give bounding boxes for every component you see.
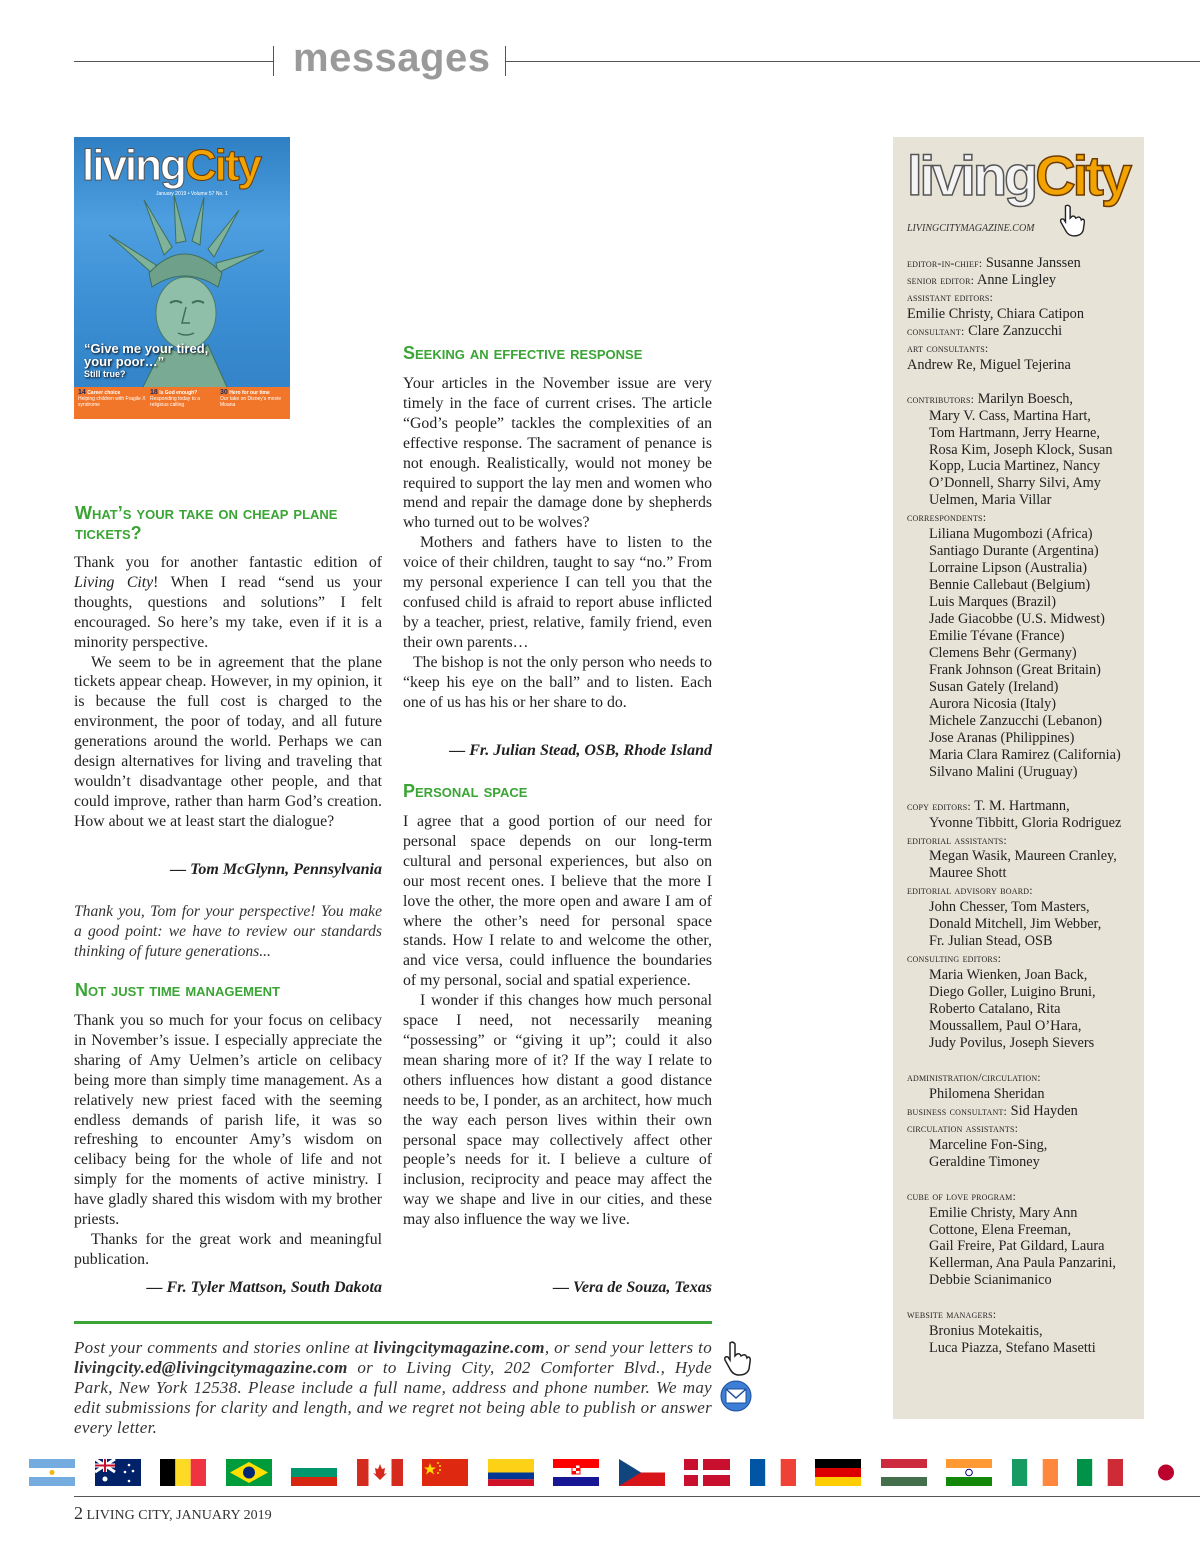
- cover-item: 14 Career choice Helping children with Fragile X syndrome: [78, 389, 146, 408]
- france-flag-icon: [750, 1459, 796, 1486]
- masthead-line: [907, 1120, 1142, 1137]
- masthead-role: assistant editors:: [907, 289, 994, 304]
- masthead-names: Liliana Mugombozi (Africa): [929, 526, 1093, 543]
- masthead-names: Lorraine Lipson (Australia): [929, 560, 1088, 577]
- masthead-line: [907, 832, 1142, 849]
- masthead-names: Bronius Motekaitis,: [929, 1323, 1043, 1340]
- masthead-line: [907, 967, 1142, 984]
- letter-cheap-tickets: Thank you for another fantastic edition of Living City! When I read “send us your thoughts, questions and solutions” I felt encouraged. So here’s my take, even if it is a minority perspective. We seem to be in agreement that the plane tickets appear cheap. However, in my opinion, it is because the full cost is charged to the environment, the poor of today, and all future generations around the world. Perhaps we can design alternatives for living and traveling that wouldn’t disadvantage other people, and that could improve, rather than harm God’s creation. How about we at least start the dialogue?: [74, 554, 382, 830]
- green-divider: [74, 1321, 712, 1324]
- masthead-line: [907, 645, 1142, 662]
- website-link[interactable]: livingcitymagazine.com: [373, 1338, 545, 1357]
- masthead-line: [907, 899, 1142, 916]
- email-icon[interactable]: [718, 1380, 754, 1412]
- masthead-line: [907, 306, 1142, 323]
- masthead-role: copy editors:: [907, 798, 971, 813]
- page-number: 2: [74, 1503, 83, 1523]
- india-flag-icon: [946, 1459, 992, 1486]
- masthead-line: [907, 764, 1142, 781]
- header-tick-left: [273, 46, 274, 76]
- signature-tom-mcglynn: — Tom McGlynn, Pennsylvania: [170, 861, 382, 878]
- masthead-spacer: [907, 1289, 1142, 1306]
- masthead-line: [907, 1188, 1142, 1205]
- cover-tagline: “Give me your tired, your poor…” Still true?: [84, 341, 209, 379]
- masthead-line: [907, 611, 1142, 628]
- magazine-cover[interactable]: [74, 137, 290, 419]
- masthead-spacer: [907, 1171, 1142, 1188]
- heading-effective-response: Seeking an effective response: [403, 343, 643, 363]
- masthead-spacer: [907, 781, 1142, 798]
- masthead-line: [907, 1086, 1142, 1103]
- masthead-role: editorial assistants:: [907, 832, 1007, 847]
- masthead-names: Judy Povilus, Joseph Sievers: [929, 1034, 1095, 1051]
- submission-note: Post your comments and stories online at livingcitymagazine.com, or send your letters to livingcity.ed@livingcitymagazine.com or to Living City, 202 Comforter Blvd., Hyde Park, New York 12538. Please include a full name, address and phone number. We may edit submissions for clarity and length, and we regret not being able to publish or answer every letter.: [74, 1338, 712, 1437]
- belgium-flag-icon: [160, 1459, 206, 1486]
- masthead-names: Marilyn Boesch,: [974, 390, 1074, 407]
- germany-flag-icon: [815, 1459, 861, 1486]
- masthead-line: [907, 882, 1142, 899]
- masthead-role: contributors:: [907, 391, 975, 406]
- masthead-names: Clare Zanzucchi: [964, 322, 1063, 339]
- masthead-role: administration/circulation:: [907, 1069, 1041, 1084]
- masthead-names: Maria Clara Ramirez (California): [929, 746, 1121, 763]
- masthead-spacer: [907, 1052, 1142, 1069]
- masthead-line: [907, 255, 1142, 272]
- masthead-names: John Chesser, Tom Masters,: [929, 899, 1090, 916]
- masthead-names: Yvonne Tibbitt, Gloria Rodriguez: [929, 814, 1122, 831]
- masthead-names: Sid Hayden: [1007, 1102, 1078, 1119]
- letter-effective-response: Your articles in the November issue are very timely in the face of current crises. The article “God’s people” tackles the complexities of an effective response. The sacrament of penance is not enough. Realistically, would not money be required to support the lay men and women who mend and repair the damage done by shepherds who turned out to be wolves? Mothers and fathers have to listen to the voice of their children, taught to say “no.” From my personal experience I can tell you that the confused child is afraid to report abuse inflicted by a teacher, priest, relative, family friend, even their own parents… The bishop is not the only person who needs to “keep his eye on the ball” and to listen. Each one of us has his or her share to do.: [403, 375, 712, 711]
- masthead-line: [907, 408, 1142, 425]
- heading-personal-space: Personal space: [403, 781, 528, 801]
- masthead-line: [907, 848, 1142, 865]
- ireland-flag-icon: [1012, 1459, 1058, 1486]
- header-rule-right: [505, 61, 1200, 62]
- masthead-names: Emilie Tévane (France): [929, 628, 1065, 645]
- masthead-line: [907, 1103, 1142, 1120]
- masthead-line: [907, 1154, 1142, 1171]
- masthead-line: [907, 289, 1142, 306]
- masthead-line: [907, 594, 1142, 611]
- masthead-line: [907, 916, 1142, 933]
- masthead-logo: livingCity: [907, 144, 1130, 207]
- masthead-names: Rosa Kim, Joseph Klock, Susan: [929, 441, 1113, 458]
- masthead-spacer: [907, 374, 1142, 391]
- masthead-line: [907, 1323, 1142, 1340]
- masthead-line: [907, 696, 1142, 713]
- japan-flag-icon: [1143, 1459, 1189, 1486]
- masthead-names: Mary V. Cass, Martina Hart,: [929, 407, 1091, 424]
- masthead-line: [907, 560, 1142, 577]
- page-footer: [74, 1503, 272, 1524]
- masthead-line: [907, 357, 1142, 374]
- editor-reply: Thank you, Tom for your perspective! You make a good point: we have to review our standards thinking of future generations...: [74, 903, 382, 960]
- masthead-line: [907, 1205, 1142, 1222]
- cover-contents-strip: [74, 387, 290, 419]
- masthead-names: Susanne Janssen: [982, 255, 1081, 271]
- masthead-names: Marceline Fon-Sing,: [929, 1136, 1048, 1153]
- masthead-line: [907, 950, 1142, 967]
- colombia-flag-icon: [488, 1459, 534, 1486]
- masthead-line: [907, 272, 1142, 289]
- masthead-role: consultant:: [907, 323, 965, 338]
- masthead-names: Silvano Malini (Uruguay): [929, 763, 1078, 780]
- czech-republic-flag-icon: [619, 1459, 665, 1486]
- masthead-names: Donald Mitchell, Jim Webber,: [929, 916, 1102, 933]
- masthead-role: circulation assistants:: [907, 1120, 1019, 1135]
- masthead-role: website managers:: [907, 1307, 997, 1322]
- masthead-line: [907, 798, 1142, 815]
- masthead-role: business consultant:: [907, 1103, 1008, 1118]
- cover-date-line: January 2019 • Volume 57 No. 1: [156, 191, 228, 197]
- masthead-names: Roberto Catalano, Rita: [929, 1001, 1061, 1018]
- masthead-names: Debbie Scianimanico: [929, 1272, 1052, 1289]
- masthead-role: senior editor:: [907, 272, 975, 287]
- masthead-names: Emilie Christy, Mary Ann: [929, 1204, 1078, 1221]
- masthead-line: [907, 1137, 1142, 1154]
- statue-of-liberty-image: [104, 195, 264, 419]
- cover-item: 18 Is God enough? Responding today to a religious calling: [150, 389, 201, 408]
- masthead-names: Moussallem, Paul O’Hara,: [929, 1017, 1082, 1034]
- masthead-names: Uelmen, Maria Villar: [929, 492, 1052, 509]
- masthead-names: Luis Marques (Brazil): [929, 594, 1057, 611]
- masthead-names: Fr. Julian Stead, OSB: [929, 933, 1053, 950]
- masthead-names: Jade Giacobbe (U.S. Midwest): [929, 611, 1105, 628]
- masthead-role: cube of love program:: [907, 1188, 1016, 1203]
- letter-time-management: Thank you so much for your focus on celibacy in November’s issue. I especially appreciate the sharing of Amy Uelmen’s article on celibacy being more than simply time management. As a relatively new priest faced with the seeming endless demands of parish life, it was so refreshing to encounter Amy’s wisdom on celibacy being for the whole of life and not simply for the moments of active ministry. I have gladly shared this wisdom with my brother priests. Thanks for the great work and meaningful publication.: [74, 1012, 382, 1268]
- masthead-line: [907, 713, 1142, 730]
- email-link[interactable]: livingcity.ed@livingcitymagazine.com: [74, 1358, 348, 1377]
- masthead-line: [907, 1035, 1142, 1052]
- masthead-role: editor-in-chief:: [907, 256, 983, 270]
- masthead-role: editorial advisory board:: [907, 883, 1033, 898]
- masthead-list: [907, 255, 1142, 1357]
- masthead-line: [907, 391, 1142, 408]
- masthead-line: [907, 662, 1142, 679]
- masthead-names: Michele Zanzucchi (Lebanon): [929, 712, 1103, 729]
- masthead-line: [907, 1222, 1142, 1239]
- masthead-line: [907, 747, 1142, 764]
- masthead-role: art consultants:: [907, 340, 989, 355]
- masthead-names: Diego Goller, Luigino Bruni,: [929, 984, 1096, 1001]
- argentina-flag-icon: [29, 1459, 75, 1486]
- masthead-line: [907, 628, 1142, 645]
- masthead-line: [907, 577, 1142, 594]
- heading-cheap-tickets: What’s your take on cheap plane tickets?: [75, 503, 338, 543]
- masthead-names: Luca Piazza, Stefano Masetti: [929, 1340, 1096, 1357]
- masthead-line: [907, 1272, 1142, 1289]
- masthead-names: Tom Hartmann, Jerry Hearne,: [929, 424, 1100, 441]
- signature-tyler-mattson: — Fr. Tyler Mattson, South Dakota: [146, 1279, 382, 1296]
- masthead-names: Andrew Re, Miguel Tejerina: [907, 356, 1071, 373]
- masthead-names: Cottone, Elena Freeman,: [929, 1221, 1072, 1238]
- header-rule-left: [74, 61, 273, 62]
- masthead-names: Gail Freire, Pat Gildard, Laura: [929, 1238, 1105, 1255]
- masthead-names: Emilie Christy, Chiara Catipon: [907, 305, 1084, 322]
- masthead-names: Aurora Nicosia (Italy): [929, 695, 1057, 712]
- brazil-flag-icon: [226, 1459, 272, 1486]
- masthead-names: Bennie Callebaut (Belgium): [929, 577, 1091, 594]
- masthead-line: [907, 458, 1142, 475]
- pointer-hand-icon[interactable]: [1058, 201, 1086, 241]
- masthead-sidebar: [893, 137, 1144, 1419]
- canada-flag-icon: [357, 1459, 403, 1486]
- section-title: messages: [293, 36, 491, 80]
- cover-logo: livingCity: [82, 141, 261, 190]
- masthead-line: [907, 509, 1142, 526]
- bulgaria-flag-icon: [291, 1459, 337, 1486]
- masthead-line: [907, 425, 1142, 442]
- china-flag-icon: [422, 1459, 468, 1486]
- masthead-line: [907, 1001, 1142, 1018]
- masthead-line: [907, 340, 1142, 357]
- masthead-names: T. M. Hartmann,: [970, 797, 1070, 814]
- masthead-line: [907, 323, 1142, 340]
- masthead-line: [907, 679, 1142, 696]
- masthead-role: correspondents:: [907, 510, 987, 525]
- pointer-hand-icon[interactable]: [722, 1341, 752, 1377]
- hungary-flag-icon: [881, 1459, 927, 1486]
- masthead-names: Geraldine Timoney: [929, 1153, 1040, 1170]
- masthead-line: [907, 442, 1142, 459]
- heading-time-management: Not just time management: [75, 980, 280, 1000]
- masthead-line: [907, 1255, 1142, 1272]
- publication-line: LIVING CITY, JANUARY 2019: [86, 1508, 272, 1523]
- denmark-flag-icon: [684, 1459, 730, 1486]
- masthead-names: Jose Aranas (Philippines): [929, 729, 1075, 746]
- masthead-names: Anne Lingley: [974, 271, 1057, 288]
- signature-vera-de-souza: — Vera de Souza, Texas: [553, 1279, 712, 1296]
- masthead-names: Susan Gately (Ireland): [929, 678, 1059, 695]
- masthead-names: Santiago Durante (Argentina): [929, 543, 1099, 560]
- footer-rule: [74, 1496, 1200, 1497]
- masthead-names: Clemens Behr (Germany): [929, 644, 1077, 661]
- masthead-line: [907, 1069, 1142, 1086]
- masthead-line: [907, 865, 1142, 882]
- masthead-line: [907, 933, 1142, 950]
- masthead-names: Mauree Shott: [929, 865, 1007, 882]
- masthead-line: [907, 815, 1142, 832]
- masthead-url[interactable]: LIVINGCITYMAGAZINE.COM: [907, 223, 1035, 234]
- masthead-line: [907, 475, 1142, 492]
- croatia-flag-icon: [553, 1459, 599, 1486]
- letter-personal-space: I agree that a good portion of our need for personal space depends on our long-term cultural and personal experiences, but also on our most recent ones. I believe that the more I love the other, the more open and aware I am of where the other’s need for personal space stands. How I relate to and welcome the other, and vice versa, could influence the boundaries of my personal, social and spatial experience. I wonder if this changes how much personal space I need, not necessarily meaning “possessing” or “giving it up”; could it also mean sharing more of it? If the way I relate to others influences how distant a good distance needs to be, I ponder, as an architect, how much the way each person lives within their own personal space may collectively affect other people’s needs for it. I believe a culture of inclusion, reciprocity and peace may affect the way we shape and live in our cities, and these may also influence the way we live.: [403, 813, 712, 1229]
- masthead-line: [907, 526, 1142, 543]
- masthead-names: O’Donnell, Sharry Silvi, Amy: [929, 475, 1101, 492]
- masthead-names: Kellerman, Ana Paula Panzarini,: [929, 1255, 1116, 1272]
- masthead-line: [907, 1238, 1142, 1255]
- masthead-line: [907, 1340, 1142, 1357]
- masthead-line: [907, 984, 1142, 1001]
- masthead-names: Frank Johnson (Great Britain): [929, 661, 1101, 678]
- masthead-line: [907, 492, 1142, 509]
- masthead-line: [907, 1018, 1142, 1035]
- masthead-line: [907, 1306, 1142, 1323]
- italy-flag-icon: [1077, 1459, 1123, 1486]
- masthead-line: [907, 543, 1142, 560]
- signature-julian-stead: — Fr. Julian Stead, OSB, Rhode Island: [449, 742, 712, 759]
- australia-flag-icon: [95, 1459, 141, 1486]
- masthead-names: Megan Wasik, Maureen Cranley,: [929, 848, 1117, 865]
- masthead-names: Kopp, Lucia Martinez, Nancy: [929, 458, 1101, 475]
- cover-item: 30 Hero for our time Our take on Disney's movie Moana: [220, 389, 281, 408]
- masthead-role: consulting editors:: [907, 951, 1002, 966]
- masthead-names: Philomena Sheridan: [929, 1085, 1045, 1102]
- masthead-names: Maria Wienken, Joan Back,: [929, 967, 1088, 984]
- masthead-line: [907, 730, 1142, 747]
